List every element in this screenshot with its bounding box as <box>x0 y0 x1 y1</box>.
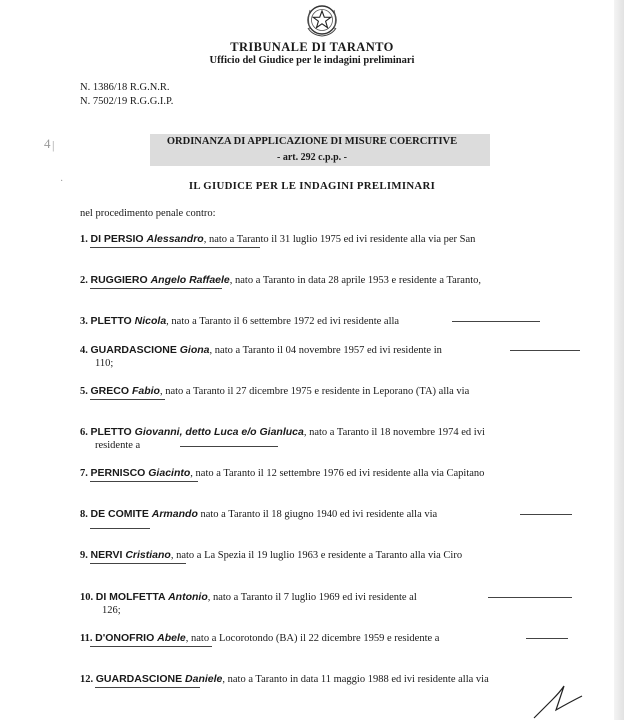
redacted-blank-line <box>90 399 165 400</box>
section-heading: IL GIUDICE PER LE INDAGINI PRELIMINARI <box>188 180 436 192</box>
defendant-number: 4. <box>80 345 88 356</box>
defendant-line-continuation: 110; <box>95 358 114 369</box>
defendant-entry <box>0 467 624 507</box>
defendant-given-name: Abele <box>157 632 186 644</box>
defendant-name <box>91 549 171 561</box>
case-reference-rgnr: N. 1386/18 R.G.N.R. <box>80 82 170 93</box>
defendant-name <box>91 385 160 397</box>
defendant-name <box>91 233 204 245</box>
redacted-blank-line <box>90 528 150 529</box>
defendant-number: 10. <box>80 592 94 603</box>
defendant-line <box>80 467 566 479</box>
defendant-surname: DI MOLFETTA <box>95 591 166 603</box>
document-title-article: - art. 292 c.p.p. - <box>277 152 347 163</box>
redacted-blank-line <box>90 288 222 289</box>
redacted-blank-line <box>180 446 278 447</box>
margin-mark: · <box>60 176 64 187</box>
defendant-number: 7. <box>80 468 88 479</box>
defendant-line <box>80 508 566 520</box>
defendant-name <box>91 426 304 438</box>
redacted-blank-line <box>95 687 200 688</box>
defendant-name <box>91 508 198 520</box>
defendant-line <box>80 233 566 245</box>
defendant-entry <box>0 274 624 314</box>
defendant-line <box>80 632 566 644</box>
redacted-blank-line <box>90 247 260 248</box>
defendant-given-name: Cristiano <box>125 549 171 561</box>
defendant-name <box>96 673 223 685</box>
defendant-line <box>80 274 566 286</box>
defendant-entry <box>0 426 624 466</box>
defendant-entry <box>0 632 624 672</box>
defendant-given-name: Armando <box>151 508 198 520</box>
defendant-surname: PLETTO <box>90 426 132 438</box>
defendant-entry <box>0 591 624 631</box>
defendant-given-name: Daniele <box>185 673 223 685</box>
defendant-details: , nato a Taranto in data 28 aprile 1953 e residente a Taranto, <box>229 275 481 286</box>
case-reference-rggip: N. 7502/19 R.G.G.I.P. <box>80 96 174 107</box>
defendant-given-name: Nicola <box>134 315 167 327</box>
defendant-details: , nato a Taranto in data 11 maggio 1988 ed ivi residente alla via <box>222 674 489 685</box>
defendant-surname: GUARDASCIONE <box>90 344 177 356</box>
defendant-surname: PLETTO <box>90 315 132 327</box>
defendant-number: 9. <box>80 550 88 561</box>
defendant-line <box>80 426 566 438</box>
court-subtitle: Ufficio del Giudice per le indagini preliminari <box>209 55 415 66</box>
defendant-details: , nato a Taranto il 7 luglio 1969 ed ivi residente al <box>207 592 417 603</box>
defendant-details: nato a Taranto il 18 giugno 1940 ed ivi residente alla via <box>197 509 438 520</box>
defendant-entry <box>0 508 624 548</box>
defendant-number: 1. <box>80 234 88 245</box>
defendant-details: , nato a Locorotondo (BA) il 22 dicembre 1959 e residente a <box>185 633 440 644</box>
margin-mark: 4 <box>44 136 51 151</box>
defendant-given-name: Giacinto <box>148 467 191 479</box>
defendant-number: 11. <box>80 633 93 644</box>
defendant-given-name: Giona <box>179 344 210 356</box>
defendant-name <box>91 315 167 327</box>
redacted-blank-line <box>510 350 580 351</box>
intro-text: nel procedimento penale contro: <box>80 208 216 219</box>
defendant-name <box>96 591 208 603</box>
defendant-entry <box>0 344 624 384</box>
handwritten-signature-icon <box>530 682 590 720</box>
defendant-details: , nato a Taranto il 27 dicembre 1975 e residente in Leporano (TA) alla via <box>159 386 470 397</box>
defendant-name <box>91 344 210 356</box>
redacted-blank-line <box>488 597 572 598</box>
defendant-details: , nato a Taranto il 12 settembre 1976 ed ivi residente alla via Capitano <box>190 468 485 479</box>
defendant-surname: D'ONOFRIO <box>95 632 155 644</box>
defendant-surname: DE COMITE <box>90 508 149 520</box>
document-title: ORDINANZA DI APPLICAZIONE DI MISURE COERCITIVE <box>166 136 458 147</box>
redacted-blank-line <box>90 646 212 647</box>
defendant-number: 6. <box>80 427 88 438</box>
defendant-given-name: Angelo Raffaele <box>150 274 230 286</box>
defendant-number: 2. <box>80 275 88 286</box>
defendant-number: 5. <box>80 386 88 397</box>
defendant-details: , nato a Taranto il 31 luglio 1975 ed ivi residente alla via per San <box>203 234 476 245</box>
defendant-number: 3. <box>80 316 88 327</box>
defendant-surname: RUGGIERO <box>90 274 148 286</box>
defendant-number: 12. <box>80 674 94 685</box>
defendant-details: , nato a Taranto il 18 novembre 1974 ed ivi <box>303 427 485 438</box>
defendant-surname: GRECO <box>90 385 130 397</box>
defendant-surname: DI PERSIO <box>90 233 144 245</box>
defendant-given-name: Fabio <box>131 385 160 397</box>
defendant-line <box>80 673 566 685</box>
redacted-blank-line <box>90 563 186 564</box>
defendant-name <box>91 274 230 286</box>
defendant-details: , nato a Taranto il 6 settembre 1972 ed ivi residente alla <box>166 316 400 327</box>
defendant-line-continuation: residente a <box>95 440 141 451</box>
defendant-entry <box>0 233 624 273</box>
defendant-surname: GUARDASCIONE <box>95 673 183 685</box>
defendant-line <box>80 549 566 561</box>
defendant-name <box>95 632 186 644</box>
redacted-blank-line <box>90 481 198 482</box>
redacted-blank-line <box>526 638 568 639</box>
defendant-given-name: Alessandro <box>146 233 204 245</box>
redacted-blank-line <box>452 321 540 322</box>
defendant-line <box>80 385 566 397</box>
defendant-details: , nato a Taranto il 04 novembre 1957 ed ivi residente in <box>209 345 442 356</box>
italian-republic-emblem-icon <box>302 2 342 38</box>
defendant-details: , nato a La Spezia il 19 luglio 1963 e residente a Taranto alla via Ciro <box>170 550 463 561</box>
defendant-line-continuation: 126; <box>102 605 121 616</box>
defendant-surname: PERNISCO <box>90 467 146 479</box>
defendant-given-name: Antonio <box>168 591 208 603</box>
defendant-entry <box>0 549 624 589</box>
defendant-entry <box>0 385 624 425</box>
defendant-name <box>91 467 191 479</box>
margin-mark: | <box>52 138 55 152</box>
court-title: TRIBUNALE DI TARANTO <box>230 40 394 54</box>
redacted-blank-line <box>520 514 572 515</box>
defendant-surname: NERVI <box>90 549 123 561</box>
defendant-given-name: Giovanni, detto Luca e/o Gianluca <box>134 426 304 438</box>
defendant-line <box>80 344 566 356</box>
defendant-number: 8. <box>80 509 88 520</box>
